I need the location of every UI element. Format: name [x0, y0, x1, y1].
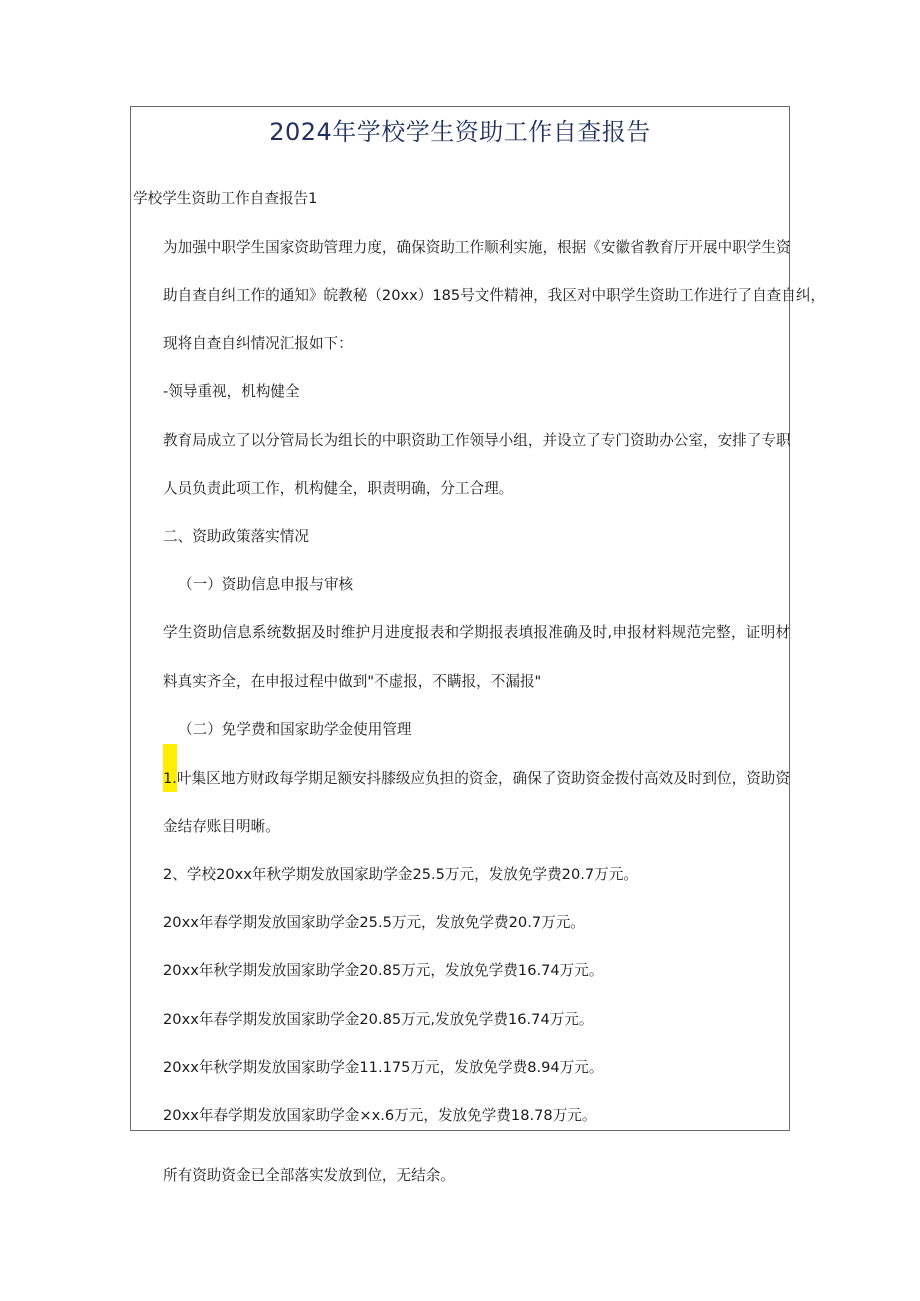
subsection-1-para-line-1: 学生资助信息系统数据及时维护月进度报表和学期报表填报准确及时,申报材料规范完整，证明材 — [163, 624, 790, 641]
section-1-para-line-2: 人员负责此项工作，机构健全，职责明确，分工合理。 — [163, 480, 514, 497]
funding-row: 20xx年春学期发放国家助学金20.85万元,发放免学费16.74万元。 — [163, 1011, 594, 1028]
section-1-para-line-1: 教育局成立了以分管局长为组长的中职资助工作领导小组，并设立了专门资助办公室，安排了专职 — [163, 432, 791, 449]
item-1-line-2: 金结存账目明晰。 — [163, 818, 280, 835]
intro-line-2: 助自查自纠工作的通知》皖教秘（20xx）185号文件精神，我区对中职学生资助工作进行了自查自纠， — [163, 287, 826, 304]
item-1-line-1: 1.叶集区地方财政每学期足额安抖膝级应负担的资金，确保了资助资金拨付高效及时到位，资助资 — [163, 770, 790, 787]
subsection-2-heading: （二）免学费和国家助学金使用管理 — [178, 721, 412, 738]
closing-statement: 所有资助资金已全部落实发放到位，无结余。 — [163, 1167, 455, 1184]
item-2-line: 2、学校20xx年秋学期发放国家助学金25.5万元，发放免学费20.7万元。 — [163, 866, 638, 883]
report-subtitle: 学校学生资助工作自查报告1 — [133, 190, 318, 207]
funding-row: 20xx年秋学期发放国家助学金11.175万元，发放免学费8.94万元。 — [163, 1059, 604, 1076]
funding-row: 20xx年春学期发放国家助学金×x.6万元，发放免学费18.78万元。 — [163, 1107, 597, 1124]
funding-row: 20xx年秋学期发放国家助学金20.85万元，发放免学费16.74万元。 — [163, 962, 604, 979]
intro-line-3: 现将自查自纠情况汇报如下： — [163, 335, 353, 352]
document-title: 2024年学校学生资助工作自查报告 — [269, 118, 651, 146]
subsection-1-para-line-2: 料真实齐全，在申报过程中做到"不虚报，不瞒报，不漏报" — [163, 673, 542, 690]
section-1-heading: -领导重视，机构健全 — [163, 383, 300, 400]
subsection-1-heading: （一）资助信息申报与审核 — [178, 576, 354, 593]
section-2-heading: 二、资助政策落实情况 — [163, 528, 309, 545]
funding-row: 20xx年春学期发放国家助学金25.5万元，发放免学费20.7万元。 — [163, 914, 585, 931]
intro-line-1: 为加强中职学生国家资助管理力度，确保资助工作顺利实施，根据《安徽省教育厅开展中职学生资 — [163, 239, 791, 256]
